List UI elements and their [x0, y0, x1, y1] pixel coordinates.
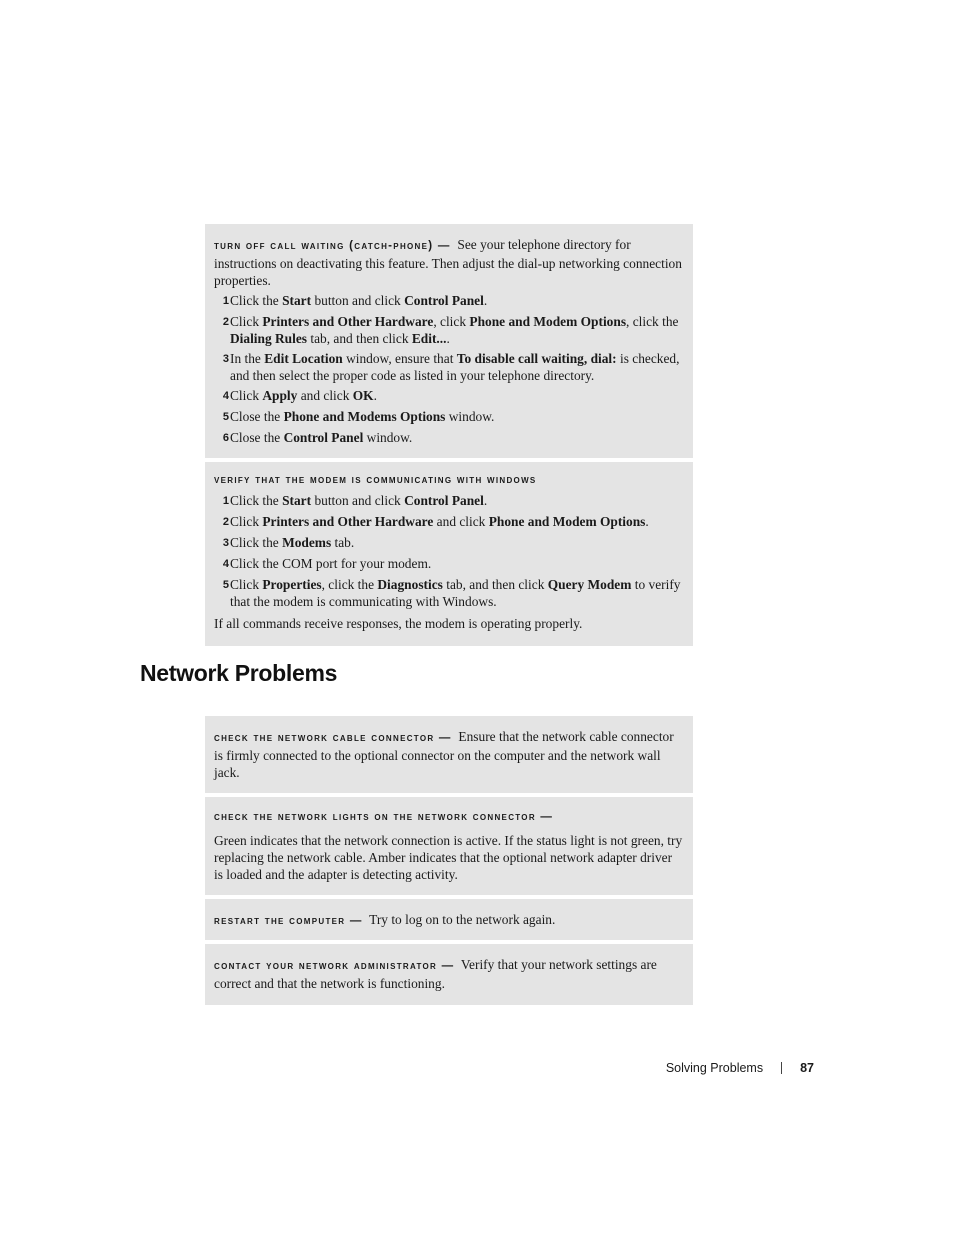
- step-text-run: button and click: [311, 493, 405, 508]
- step-text: [230, 313, 683, 347]
- step-text-run: .: [483, 493, 488, 508]
- ui-term: Query Modem: [547, 577, 632, 592]
- step-text-run: Click: [230, 514, 263, 529]
- step-text: [230, 408, 683, 426]
- ui-term: Start: [282, 493, 312, 508]
- list-item: [214, 534, 683, 552]
- step-text: [230, 429, 683, 447]
- step-number: 4: [222, 390, 229, 402]
- step-text-run: tab.: [331, 535, 355, 550]
- restart-text: Try to log on to the network again.: [369, 912, 556, 927]
- step-number: 2: [222, 316, 229, 328]
- callwaiting-intro: See your telephone directory for instructions on deactivating this feature. Then adjust the dial-up networking connection properties.: [214, 237, 682, 288]
- step-text: [230, 387, 683, 405]
- step-text-run: , click: [433, 314, 470, 329]
- footer-divider: [781, 1062, 782, 1074]
- verify-modem-heading: verify that the modem is communicating with windows: [214, 474, 537, 486]
- callwaiting-steps: [214, 292, 683, 447]
- ui-term: Phone and Modem Options: [469, 314, 627, 329]
- callwaiting-heading: turn off call waiting (catch-phone) —: [214, 240, 451, 252]
- step-text-run: Click the: [230, 493, 283, 508]
- page-number: 87: [800, 1061, 814, 1075]
- ui-term: Edit...: [411, 331, 447, 346]
- step-number: 2: [222, 516, 229, 528]
- step-number: 3: [222, 353, 229, 365]
- list-item: [214, 429, 683, 447]
- footer-section: Solving Problems: [665, 1061, 764, 1075]
- step-text: [230, 576, 683, 610]
- list-item: [214, 555, 683, 573]
- verify-modem-steps: [214, 492, 683, 610]
- restart-heading: restart the computer —: [214, 915, 363, 927]
- step-text-run: window, ensure that: [342, 351, 457, 366]
- step-text: [230, 492, 683, 510]
- step-text: [230, 534, 683, 552]
- restart-box: [205, 899, 693, 940]
- step-text-run: window.: [445, 409, 495, 424]
- step-text-run: and click: [433, 514, 489, 529]
- cable-connector-heading: check the network cable connector —: [214, 732, 452, 744]
- page-footer: [600, 1061, 814, 1075]
- network-lights-heading: check the network lights on the network connector —: [214, 811, 554, 823]
- ui-term: To disable call waiting, dial:: [456, 351, 617, 366]
- admin-box: [205, 944, 693, 1005]
- step-text: [230, 292, 683, 310]
- step-number: 5: [222, 579, 229, 591]
- step-text-run: Close the: [230, 430, 284, 445]
- cable-connector-text: Ensure that the network cable connector is firmly connected to the optional connector on the computer and the network wall jack.: [214, 729, 674, 780]
- step-text-run: Click the: [230, 535, 283, 550]
- step-number: 1: [222, 495, 229, 507]
- step-text-run: Click the: [230, 293, 283, 308]
- step-text-run: button and click: [311, 293, 405, 308]
- ui-term: Start: [282, 293, 312, 308]
- list-item: [214, 313, 683, 347]
- step-text-run: tab, and then click: [442, 577, 548, 592]
- step-text-run: and click: [297, 388, 353, 403]
- ui-term: Phone and Modem Options: [488, 514, 646, 529]
- list-item: [214, 408, 683, 426]
- step-number: 5: [222, 411, 229, 423]
- step-text-run: is checked, and then select the proper code as listed in your telephone directory.: [230, 351, 680, 383]
- step-number: 3: [222, 537, 229, 549]
- ui-term: Printers and Other Hardware: [262, 514, 434, 529]
- callwaiting-intro-paragraph: [214, 236, 683, 289]
- step-text-run: Click: [230, 577, 263, 592]
- ui-term: Control Panel: [283, 430, 364, 445]
- ui-term: Dialing Rules: [230, 331, 308, 346]
- cable-connector-box: [205, 716, 693, 793]
- list-item: [214, 492, 683, 510]
- step-text-run: , click the: [321, 577, 378, 592]
- step-text-run: Close the: [230, 409, 284, 424]
- ui-term: OK: [352, 388, 374, 403]
- step-number: 1: [222, 295, 229, 307]
- step-text-run: tab, and then click: [307, 331, 412, 346]
- step-text: [230, 513, 683, 531]
- network-lights-text: Green indicates that the network connection is active. If the status light is not green, try replacing the network cable. Amber indicates that the optional network adapter driver is loaded and the adapter is detecting activity.: [214, 833, 683, 882]
- step-text-run: , click the: [626, 314, 679, 329]
- step-text-run: Click: [230, 314, 263, 329]
- list-item: [214, 350, 683, 384]
- admin-text: Verify that your network settings are correct and that the network is functioning.: [214, 957, 657, 991]
- step-text-run: .: [645, 514, 649, 529]
- step-number: 6: [222, 432, 229, 444]
- network-lights-box: [205, 797, 693, 895]
- step-text: [230, 555, 683, 573]
- ui-term: Modems: [282, 535, 332, 550]
- ui-term: Diagnostics: [377, 577, 443, 592]
- admin-heading: contact your network administrator —: [214, 960, 455, 972]
- ui-term: Control Panel: [404, 293, 484, 308]
- step-text-run: .: [373, 388, 377, 403]
- list-item: [214, 513, 683, 531]
- verify-modem-box: [205, 462, 693, 646]
- step-number: 4: [222, 558, 229, 570]
- step-text-run: .: [483, 293, 488, 308]
- ui-term: Printers and Other Hardware: [262, 314, 434, 329]
- step-text-run: window.: [363, 430, 413, 445]
- verify-modem-note: If all commands receive responses, the modem is operating properly.: [214, 616, 583, 631]
- step-text-run: .: [446, 331, 450, 346]
- ui-term: Edit Location: [264, 351, 343, 366]
- page-title: Network Problems: [140, 660, 338, 686]
- ui-term: Properties: [262, 577, 322, 592]
- ui-term: Control Panel: [404, 493, 484, 508]
- list-item: [214, 576, 683, 610]
- step-text-run: In the: [230, 351, 265, 366]
- list-item: [214, 387, 683, 405]
- step-text-run: to verify that the modem is communicating with Windows.: [230, 577, 681, 609]
- step-text: [230, 350, 683, 384]
- ui-term: Phone and Modems Options: [283, 409, 446, 424]
- step-text-run: Click: [230, 388, 263, 403]
- ui-term: Apply: [262, 388, 298, 403]
- step-text-run: Click the COM port for your modem.: [230, 556, 432, 571]
- callwaiting-box: [205, 224, 693, 458]
- list-item: [214, 292, 683, 310]
